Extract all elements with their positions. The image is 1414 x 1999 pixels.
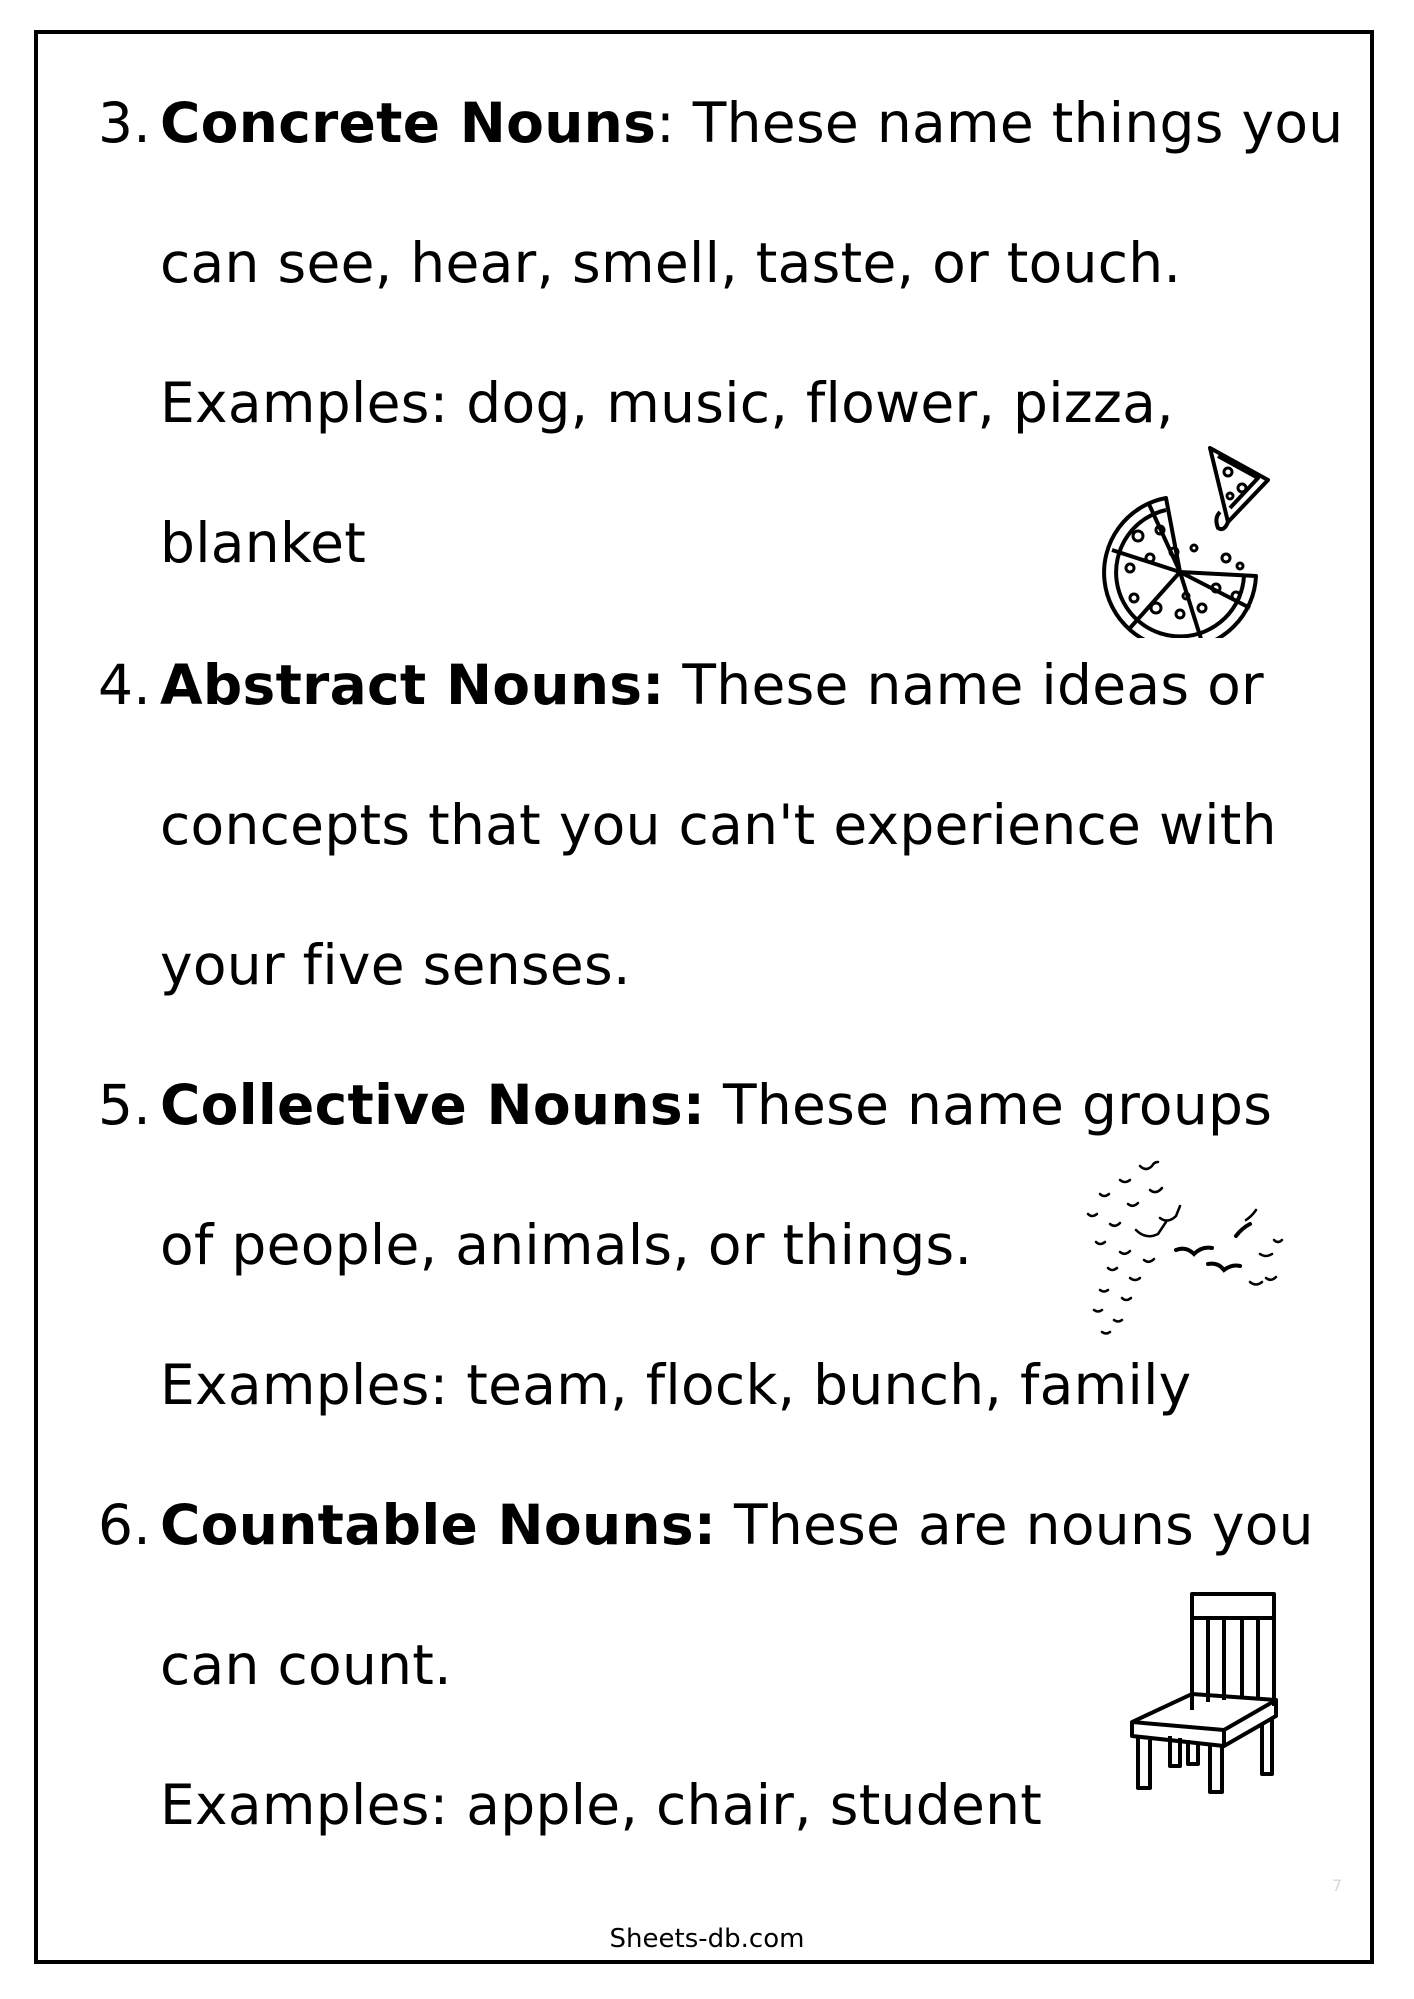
section-term: Abstract Nouns: <box>160 653 665 717</box>
section-line: your five senses. <box>160 933 631 997</box>
section-heading <box>98 1490 1354 1560</box>
section-line: of people, animals, or things. <box>160 1213 973 1277</box>
section-line: blanket <box>160 511 367 575</box>
section-term: Concrete Nouns <box>160 91 657 155</box>
section-text: These name groups <box>705 1073 1273 1137</box>
section-text: These name ideas or <box>664 653 1264 717</box>
section-line: Examples: apple, chair, student <box>160 1773 1043 1837</box>
section-heading <box>98 88 1354 158</box>
section-number: 3. <box>98 91 152 155</box>
section-line: can see, hear, smell, taste, or touch. <box>160 231 1182 295</box>
section-number: 6. <box>98 1493 152 1557</box>
section-line: Examples: team, flock, bunch, family <box>160 1353 1192 1417</box>
section-term: Countable Nouns: <box>160 1493 717 1557</box>
section-number: 4. <box>98 653 152 717</box>
section-term: Collective Nouns: <box>160 1073 706 1137</box>
section-line: Examples: dog, music, flower, pizza, <box>160 371 1174 435</box>
section-number: 5. <box>98 1073 152 1137</box>
section-heading <box>98 650 1354 720</box>
chair-icon <box>1128 1588 1280 1794</box>
section-line: concepts that you can't experience with <box>160 793 1277 857</box>
pizza-icon <box>1090 438 1270 638</box>
section-text: : These name things you <box>656 91 1344 155</box>
section-heading <box>98 1070 1354 1140</box>
flock-of-birds-icon <box>1080 1160 1290 1350</box>
section-text: These are nouns you <box>716 1493 1314 1557</box>
footer-site-name: Sheets-db.com <box>609 1924 805 1954</box>
section-line: can count. <box>160 1633 452 1697</box>
page-number: 7 <box>1332 1876 1343 1895</box>
